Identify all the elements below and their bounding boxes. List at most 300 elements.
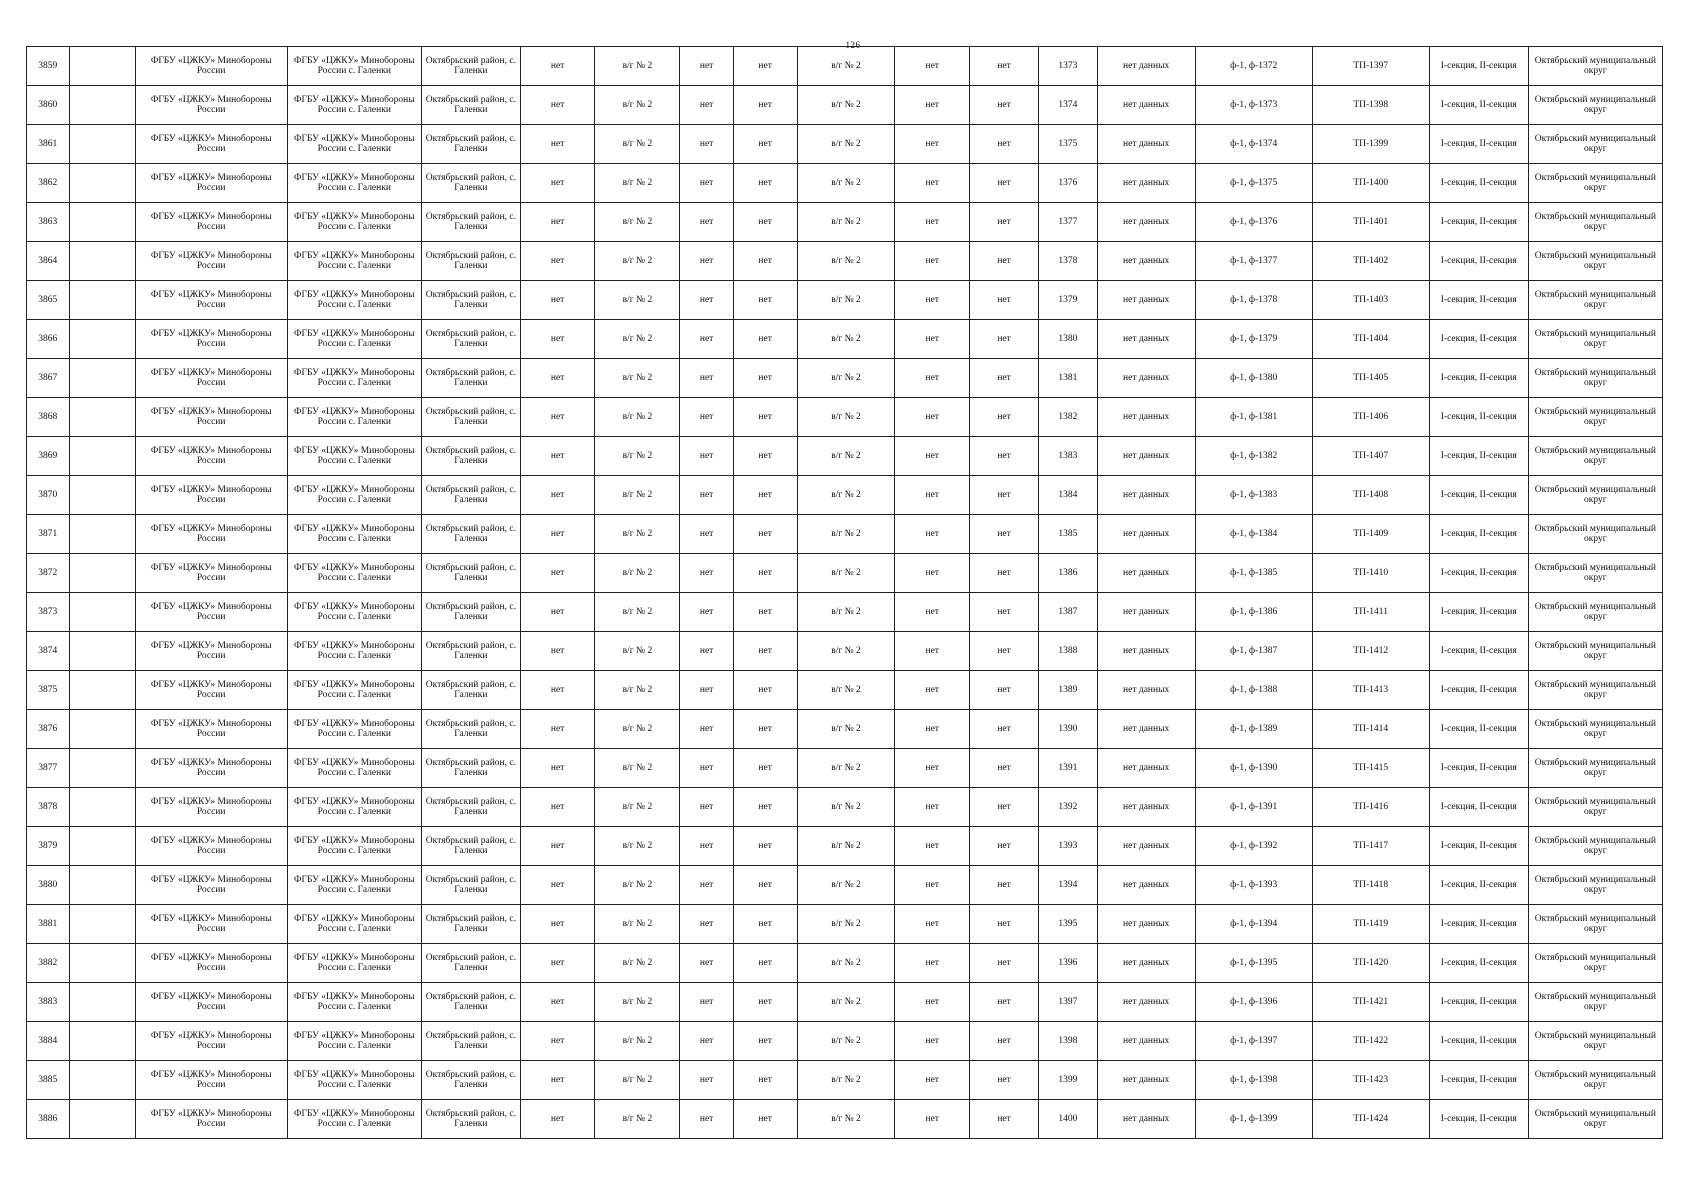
row-number-cell: 3868: [27, 398, 70, 437]
address-cell: Октябрьский район, с. Галенки: [421, 710, 520, 749]
info-cell: нет данных: [1097, 437, 1195, 476]
military-town-cell: в/г № 2: [595, 203, 680, 242]
flag-cell-5: нет: [969, 632, 1038, 671]
district-cell: Октябрьский муниципальный округ: [1528, 476, 1662, 515]
flag-cell-2: нет: [680, 593, 733, 632]
code-cell: 1389: [1039, 671, 1098, 710]
info-cell: нет данных: [1097, 1022, 1195, 1061]
flag-cell-1: нет: [520, 359, 595, 398]
code-cell: 1390: [1039, 710, 1098, 749]
holder-cell: ФГБУ «ЦЖКУ» Минобороны России с. Галенки: [287, 125, 421, 164]
row-number-cell: 3872: [27, 554, 70, 593]
military-town-cell: в/г № 2: [595, 788, 680, 827]
sections-cell: I-секция, II-секция: [1429, 320, 1528, 359]
holder-cell: ФГБУ «ЦЖКУ» Минобороны России с. Галенки: [287, 1022, 421, 1061]
address-cell: Октябрьский район, с. Галенки: [421, 983, 520, 1022]
military-town-cell-2: в/г № 2: [797, 281, 895, 320]
military-town-cell-2: в/г № 2: [797, 1061, 895, 1100]
address-cell: Октябрьский район, с. Галенки: [421, 749, 520, 788]
military-town-cell-2: в/г № 2: [797, 1100, 895, 1139]
table-row: [27, 398, 1663, 437]
flag-cell-5: нет: [969, 983, 1038, 1022]
owner-cell: ФГБУ «ЦЖКУ» Минобороны России: [135, 983, 287, 1022]
code-cell: 1393: [1039, 827, 1098, 866]
page-number: 126: [845, 40, 861, 50]
row-number-cell: 3881: [27, 905, 70, 944]
flag-cell-3: нет: [733, 827, 797, 866]
holder-cell: ФГБУ «ЦЖКУ» Минобороны России с. Галенки: [287, 242, 421, 281]
military-town-cell-2: в/г № 2: [797, 203, 895, 242]
code-cell: 1395: [1039, 905, 1098, 944]
row-number-cell: 3866: [27, 320, 70, 359]
sections-cell: I-секция, II-секция: [1429, 1100, 1528, 1139]
flag-cell-1: нет: [520, 47, 595, 86]
empty-cell: [69, 905, 135, 944]
table-row: [27, 359, 1663, 398]
flag-cell-3: нет: [733, 242, 797, 281]
flag-cell-4: нет: [895, 671, 970, 710]
code-cell: 1384: [1039, 476, 1098, 515]
info-cell: нет данных: [1097, 827, 1195, 866]
flag-cell-1: нет: [520, 827, 595, 866]
sections-cell: I-секция, II-секция: [1429, 983, 1528, 1022]
substation-cell: ТП-1403: [1312, 281, 1429, 320]
flag-cell-2: нет: [680, 671, 733, 710]
address-cell: Октябрьский район, с. Галенки: [421, 203, 520, 242]
flag-cell-5: нет: [969, 1022, 1038, 1061]
flag-cell-4: нет: [895, 593, 970, 632]
row-number-cell: 3876: [27, 710, 70, 749]
district-cell: Октябрьский муниципальный округ: [1528, 827, 1662, 866]
flag-cell-5: нет: [969, 749, 1038, 788]
owner-cell: ФГБУ «ЦЖКУ» Минобороны России: [135, 788, 287, 827]
flag-cell-3: нет: [733, 593, 797, 632]
feeder-cell: ф-1, ф-1374: [1195, 125, 1312, 164]
military-town-cell-2: в/г № 2: [797, 827, 895, 866]
substation-cell: ТП-1414: [1312, 710, 1429, 749]
district-cell: Октябрьский муниципальный округ: [1528, 164, 1662, 203]
table-row: [27, 281, 1663, 320]
flag-cell-5: нет: [969, 1100, 1038, 1139]
row-number-cell: 3862: [27, 164, 70, 203]
holder-cell: ФГБУ «ЦЖКУ» Минобороны России с. Галенки: [287, 164, 421, 203]
military-town-cell: в/г № 2: [595, 515, 680, 554]
district-cell: Октябрьский муниципальный округ: [1528, 437, 1662, 476]
flag-cell-3: нет: [733, 47, 797, 86]
flag-cell-5: нет: [969, 593, 1038, 632]
code-cell: 1386: [1039, 554, 1098, 593]
district-cell: Октябрьский муниципальный округ: [1528, 320, 1662, 359]
flag-cell-1: нет: [520, 671, 595, 710]
military-town-cell: в/г № 2: [595, 905, 680, 944]
substation-cell: ТП-1412: [1312, 632, 1429, 671]
info-cell: нет данных: [1097, 944, 1195, 983]
military-town-cell-2: в/г № 2: [797, 671, 895, 710]
flag-cell-1: нет: [520, 125, 595, 164]
empty-cell: [69, 866, 135, 905]
sections-cell: I-секция, II-секция: [1429, 788, 1528, 827]
flag-cell-3: нет: [733, 866, 797, 905]
flag-cell-1: нет: [520, 320, 595, 359]
info-cell: нет данных: [1097, 983, 1195, 1022]
military-town-cell-2: в/г № 2: [797, 944, 895, 983]
feeder-cell: ф-1, ф-1392: [1195, 827, 1312, 866]
flag-cell-3: нет: [733, 320, 797, 359]
flag-cell-5: нет: [969, 203, 1038, 242]
empty-cell: [69, 125, 135, 164]
district-cell: Октябрьский муниципальный округ: [1528, 1061, 1662, 1100]
military-town-cell: в/г № 2: [595, 242, 680, 281]
holder-cell: ФГБУ «ЦЖКУ» Минобороны России с. Галенки: [287, 1100, 421, 1139]
flag-cell-2: нет: [680, 1100, 733, 1139]
flag-cell-5: нет: [969, 398, 1038, 437]
flag-cell-3: нет: [733, 554, 797, 593]
substation-cell: ТП-1402: [1312, 242, 1429, 281]
holder-cell: ФГБУ «ЦЖКУ» Минобороны России с. Галенки: [287, 593, 421, 632]
empty-cell: [69, 632, 135, 671]
feeder-cell: ф-1, ф-1386: [1195, 593, 1312, 632]
flag-cell-4: нет: [895, 944, 970, 983]
sections-cell: I-секция, II-секция: [1429, 515, 1528, 554]
table-row: [27, 944, 1663, 983]
row-number-cell: 3882: [27, 944, 70, 983]
flag-cell-1: нет: [520, 632, 595, 671]
military-town-cell: в/г № 2: [595, 632, 680, 671]
info-cell: нет данных: [1097, 86, 1195, 125]
flag-cell-1: нет: [520, 905, 595, 944]
substation-cell: ТП-1416: [1312, 788, 1429, 827]
flag-cell-3: нет: [733, 281, 797, 320]
info-cell: нет данных: [1097, 164, 1195, 203]
address-cell: Октябрьский район, с. Галенки: [421, 905, 520, 944]
district-cell: Октябрьский муниципальный округ: [1528, 593, 1662, 632]
flag-cell-3: нет: [733, 203, 797, 242]
address-cell: Октябрьский район, с. Галенки: [421, 632, 520, 671]
military-town-cell: в/г № 2: [595, 866, 680, 905]
military-town-cell-2: в/г № 2: [797, 749, 895, 788]
feeder-cell: ф-1, ф-1377: [1195, 242, 1312, 281]
military-town-cell: в/г № 2: [595, 1061, 680, 1100]
flag-cell-2: нет: [680, 983, 733, 1022]
sections-cell: I-секция, II-секция: [1429, 125, 1528, 164]
table-row: [27, 203, 1663, 242]
flag-cell-2: нет: [680, 944, 733, 983]
owner-cell: ФГБУ «ЦЖКУ» Минобороны России: [135, 944, 287, 983]
flag-cell-3: нет: [733, 749, 797, 788]
sections-cell: I-секция, II-секция: [1429, 554, 1528, 593]
address-cell: Октябрьский район, с. Галенки: [421, 476, 520, 515]
flag-cell-1: нет: [520, 866, 595, 905]
military-town-cell-2: в/г № 2: [797, 437, 895, 476]
flag-cell-1: нет: [520, 593, 595, 632]
holder-cell: ФГБУ «ЦЖКУ» Минобороны России с. Галенки: [287, 710, 421, 749]
flag-cell-5: нет: [969, 866, 1038, 905]
flag-cell-2: нет: [680, 632, 733, 671]
row-number-cell: 3860: [27, 86, 70, 125]
military-town-cell-2: в/г № 2: [797, 242, 895, 281]
code-cell: 1381: [1039, 359, 1098, 398]
code-cell: 1394: [1039, 866, 1098, 905]
district-cell: Октябрьский муниципальный округ: [1528, 866, 1662, 905]
military-town-cell: в/г № 2: [595, 47, 680, 86]
empty-cell: [69, 827, 135, 866]
flag-cell-4: нет: [895, 905, 970, 944]
owner-cell: ФГБУ «ЦЖКУ» Минобороны России: [135, 320, 287, 359]
district-cell: Октябрьский муниципальный округ: [1528, 788, 1662, 827]
holder-cell: ФГБУ «ЦЖКУ» Минобороны России с. Галенки: [287, 554, 421, 593]
flag-cell-2: нет: [680, 281, 733, 320]
address-cell: Октябрьский район, с. Галенки: [421, 86, 520, 125]
flag-cell-4: нет: [895, 788, 970, 827]
flag-cell-3: нет: [733, 983, 797, 1022]
code-cell: 1399: [1039, 1061, 1098, 1100]
holder-cell: ФГБУ «ЦЖКУ» Минобороны России с. Галенки: [287, 1061, 421, 1100]
substation-cell: ТП-1419: [1312, 905, 1429, 944]
flag-cell-2: нет: [680, 320, 733, 359]
info-cell: нет данных: [1097, 554, 1195, 593]
flag-cell-5: нет: [969, 476, 1038, 515]
empty-cell: [69, 710, 135, 749]
code-cell: 1377: [1039, 203, 1098, 242]
info-cell: нет данных: [1097, 47, 1195, 86]
table-row: [27, 515, 1663, 554]
feeder-cell: ф-1, ф-1383: [1195, 476, 1312, 515]
district-cell: Октябрьский муниципальный округ: [1528, 671, 1662, 710]
address-cell: Октябрьский район, с. Галенки: [421, 359, 520, 398]
substation-cell: ТП-1423: [1312, 1061, 1429, 1100]
feeder-cell: ф-1, ф-1393: [1195, 866, 1312, 905]
flag-cell-4: нет: [895, 437, 970, 476]
sections-cell: I-секция, II-секция: [1429, 476, 1528, 515]
owner-cell: ФГБУ «ЦЖКУ» Минобороны России: [135, 515, 287, 554]
row-number-cell: 3861: [27, 125, 70, 164]
feeder-cell: ф-1, ф-1395: [1195, 944, 1312, 983]
row-number-cell: 3873: [27, 593, 70, 632]
empty-cell: [69, 515, 135, 554]
flag-cell-3: нет: [733, 1022, 797, 1061]
military-town-cell-2: в/г № 2: [797, 710, 895, 749]
flag-cell-1: нет: [520, 1022, 595, 1061]
info-cell: нет данных: [1097, 905, 1195, 944]
empty-cell: [69, 203, 135, 242]
sections-cell: I-секция, II-секция: [1429, 671, 1528, 710]
flag-cell-5: нет: [969, 281, 1038, 320]
row-number-cell: 3884: [27, 1022, 70, 1061]
owner-cell: ФГБУ «ЦЖКУ» Минобороны России: [135, 671, 287, 710]
holder-cell: ФГБУ «ЦЖКУ» Минобороны России с. Галенки: [287, 281, 421, 320]
address-cell: Октябрьский район, с. Галенки: [421, 554, 520, 593]
holder-cell: ФГБУ «ЦЖКУ» Минобороны России с. Галенки: [287, 203, 421, 242]
info-cell: нет данных: [1097, 710, 1195, 749]
sections-cell: I-секция, II-секция: [1429, 593, 1528, 632]
empty-cell: [69, 86, 135, 125]
flag-cell-1: нет: [520, 515, 595, 554]
feeder-cell: ф-1, ф-1389: [1195, 710, 1312, 749]
military-town-cell-2: в/г № 2: [797, 632, 895, 671]
flag-cell-3: нет: [733, 164, 797, 203]
feeder-cell: ф-1, ф-1397: [1195, 1022, 1312, 1061]
district-cell: Октябрьский муниципальный округ: [1528, 1022, 1662, 1061]
feeder-cell: ф-1, ф-1385: [1195, 554, 1312, 593]
flag-cell-4: нет: [895, 242, 970, 281]
code-cell: 1378: [1039, 242, 1098, 281]
flag-cell-4: нет: [895, 827, 970, 866]
flag-cell-1: нет: [520, 86, 595, 125]
military-town-cell: в/г № 2: [595, 1022, 680, 1061]
holder-cell: ФГБУ «ЦЖКУ» Минобороны России с. Галенки: [287, 788, 421, 827]
owner-cell: ФГБУ «ЦЖКУ» Минобороны России: [135, 281, 287, 320]
empty-cell: [69, 593, 135, 632]
info-cell: нет данных: [1097, 1061, 1195, 1100]
empty-cell: [69, 1022, 135, 1061]
military-town-cell: в/г № 2: [595, 983, 680, 1022]
row-number-cell: 3863: [27, 203, 70, 242]
code-cell: 1392: [1039, 788, 1098, 827]
district-cell: Октябрьский муниципальный округ: [1528, 515, 1662, 554]
info-cell: нет данных: [1097, 515, 1195, 554]
address-cell: Октябрьский район, с. Галенки: [421, 398, 520, 437]
feeder-cell: ф-1, ф-1372: [1195, 47, 1312, 86]
flag-cell-5: нет: [969, 242, 1038, 281]
sections-cell: I-секция, II-секция: [1429, 710, 1528, 749]
flag-cell-3: нет: [733, 359, 797, 398]
sections-cell: I-секция, II-секция: [1429, 86, 1528, 125]
owner-cell: ФГБУ «ЦЖКУ» Минобороны России: [135, 554, 287, 593]
table-row: [27, 710, 1663, 749]
owner-cell: ФГБУ «ЦЖКУ» Минобороны России: [135, 749, 287, 788]
flag-cell-1: нет: [520, 983, 595, 1022]
flag-cell-4: нет: [895, 1022, 970, 1061]
flag-cell-4: нет: [895, 476, 970, 515]
substation-cell: ТП-1413: [1312, 671, 1429, 710]
flag-cell-4: нет: [895, 398, 970, 437]
row-number-cell: 3883: [27, 983, 70, 1022]
holder-cell: ФГБУ «ЦЖКУ» Минобороны России с. Галенки: [287, 437, 421, 476]
flag-cell-5: нет: [969, 554, 1038, 593]
registry-body: [27, 47, 1663, 1139]
code-cell: 1382: [1039, 398, 1098, 437]
military-town-cell: в/г № 2: [595, 359, 680, 398]
address-cell: Октябрьский район, с. Галенки: [421, 866, 520, 905]
substation-cell: ТП-1401: [1312, 203, 1429, 242]
military-town-cell: в/г № 2: [595, 125, 680, 164]
military-town-cell: в/г № 2: [595, 1100, 680, 1139]
code-cell: 1400: [1039, 1100, 1098, 1139]
flag-cell-2: нет: [680, 710, 733, 749]
district-cell: Октябрьский муниципальный округ: [1528, 47, 1662, 86]
code-cell: 1396: [1039, 944, 1098, 983]
table-row: [27, 983, 1663, 1022]
flag-cell-1: нет: [520, 1061, 595, 1100]
owner-cell: ФГБУ «ЦЖКУ» Минобороны России: [135, 359, 287, 398]
military-town-cell: в/г № 2: [595, 398, 680, 437]
flag-cell-1: нет: [520, 203, 595, 242]
district-cell: Октябрьский муниципальный округ: [1528, 749, 1662, 788]
holder-cell: ФГБУ «ЦЖКУ» Минобороны России с. Галенки: [287, 983, 421, 1022]
empty-cell: [69, 554, 135, 593]
table-row: [27, 86, 1663, 125]
flag-cell-2: нет: [680, 203, 733, 242]
holder-cell: ФГБУ «ЦЖКУ» Минобороны России с. Галенки: [287, 866, 421, 905]
feeder-cell: ф-1, ф-1375: [1195, 164, 1312, 203]
flag-cell-4: нет: [895, 554, 970, 593]
row-number-cell: 3878: [27, 788, 70, 827]
address-cell: Октябрьский район, с. Галенки: [421, 242, 520, 281]
row-number-cell: 3867: [27, 359, 70, 398]
code-cell: 1373: [1039, 47, 1098, 86]
address-cell: Октябрьский район, с. Галенки: [421, 827, 520, 866]
sections-cell: I-секция, II-секция: [1429, 749, 1528, 788]
flag-cell-2: нет: [680, 125, 733, 164]
owner-cell: ФГБУ «ЦЖКУ» Минобороны России: [135, 242, 287, 281]
flag-cell-5: нет: [969, 671, 1038, 710]
owner-cell: ФГБУ «ЦЖКУ» Минобороны России: [135, 47, 287, 86]
flag-cell-2: нет: [680, 905, 733, 944]
owner-cell: ФГБУ «ЦЖКУ» Минобороны России: [135, 1100, 287, 1139]
military-town-cell-2: в/г № 2: [797, 515, 895, 554]
district-cell: Октябрьский муниципальный округ: [1528, 905, 1662, 944]
military-town-cell: в/г № 2: [595, 320, 680, 359]
sections-cell: I-секция, II-секция: [1429, 1061, 1528, 1100]
flag-cell-4: нет: [895, 320, 970, 359]
table-row: [27, 905, 1663, 944]
flag-cell-1: нет: [520, 788, 595, 827]
address-cell: Октябрьский район, с. Галенки: [421, 164, 520, 203]
flag-cell-3: нет: [733, 632, 797, 671]
flag-cell-4: нет: [895, 710, 970, 749]
address-cell: Октябрьский район, с. Галенки: [421, 1100, 520, 1139]
substation-cell: ТП-1418: [1312, 866, 1429, 905]
registry-table: [26, 46, 1663, 1139]
flag-cell-5: нет: [969, 437, 1038, 476]
table-row: [27, 671, 1663, 710]
flag-cell-3: нет: [733, 905, 797, 944]
info-cell: нет данных: [1097, 203, 1195, 242]
owner-cell: ФГБУ «ЦЖКУ» Минобороны России: [135, 593, 287, 632]
substation-cell: ТП-1421: [1312, 983, 1429, 1022]
sections-cell: I-секция, II-секция: [1429, 203, 1528, 242]
code-cell: 1383: [1039, 437, 1098, 476]
owner-cell: ФГБУ «ЦЖКУ» Минобороны России: [135, 476, 287, 515]
holder-cell: ФГБУ «ЦЖКУ» Минобороны России с. Галенки: [287, 632, 421, 671]
flag-cell-4: нет: [895, 632, 970, 671]
military-town-cell: в/г № 2: [595, 710, 680, 749]
code-cell: 1398: [1039, 1022, 1098, 1061]
table-row: [27, 476, 1663, 515]
flag-cell-1: нет: [520, 398, 595, 437]
info-cell: нет данных: [1097, 476, 1195, 515]
military-town-cell: в/г № 2: [595, 944, 680, 983]
info-cell: нет данных: [1097, 125, 1195, 164]
table-row: [27, 1100, 1663, 1139]
empty-cell: [69, 437, 135, 476]
district-cell: Октябрьский муниципальный округ: [1528, 632, 1662, 671]
sections-cell: I-секция, II-секция: [1429, 1022, 1528, 1061]
address-cell: Октябрьский район, с. Галенки: [421, 944, 520, 983]
sections-cell: I-секция, II-секция: [1429, 944, 1528, 983]
flag-cell-4: нет: [895, 515, 970, 554]
row-number-cell: 3875: [27, 671, 70, 710]
empty-cell: [69, 476, 135, 515]
code-cell: 1374: [1039, 86, 1098, 125]
flag-cell-1: нет: [520, 1100, 595, 1139]
flag-cell-5: нет: [969, 86, 1038, 125]
military-town-cell: в/г № 2: [595, 86, 680, 125]
district-cell: Октябрьский муниципальный округ: [1528, 125, 1662, 164]
military-town-cell: в/г № 2: [595, 476, 680, 515]
table-row: [27, 320, 1663, 359]
flag-cell-5: нет: [969, 905, 1038, 944]
